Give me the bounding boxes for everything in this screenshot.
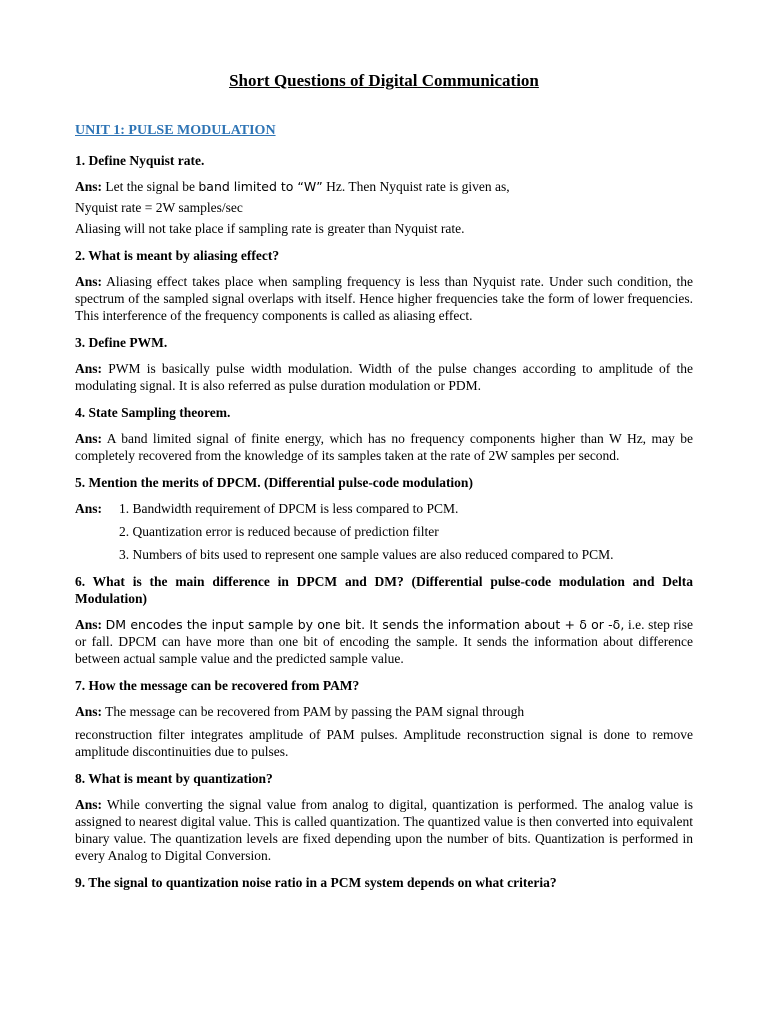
answer-5-item-2: 2. Quantization error is reduced because of prediction filter — [119, 524, 439, 539]
answer-1 — [75, 178, 693, 195]
answer-1-text-b: band limited to “W” — [198, 179, 323, 194]
ans-label: Ans: — [75, 617, 103, 632]
question-1: 1. Define Nyquist rate. — [75, 153, 205, 168]
answer-8-text: While converting the signal value from analog to digital, quantization is performed. The analog value is assigned to nearest digital value. This is called quantization. The quantized value is then converted into equivalent binary value. The quantization levels are fixed depending upon the number of bits. Quantization is performed in every Analog to Digital Conversion. — [75, 797, 693, 863]
question-2: 2. What is meant by aliasing effect? — [75, 248, 280, 263]
answer-5-item-3: 3. Numbers of bits used to represent one sample values are also reduced compared to PCM. — [119, 547, 614, 562]
answer-6-text-a: DM encodes the input sample by one bit. It sends the information about + δ or -δ, — [105, 617, 625, 632]
question-8: 8. What is meant by quantization? — [75, 771, 273, 786]
ans-label: Ans: — [75, 361, 103, 376]
question-5: 5. Mention the merits of DPCM. (Differential pulse-code modulation) — [75, 475, 473, 490]
list-item: 1. Bandwidth requirement of DPCM is less compared to PCM. — [119, 501, 459, 516]
question-9: 9. The signal to quantization noise ratio in a PCM system depends on what criteria? — [75, 875, 557, 890]
ans-label: Ans: — [75, 797, 103, 812]
answer-2-text: Aliasing effect takes place when sampling frequency is less than Nyquist rate. Under such condition, the spectrum of the sampled signal overlaps with itself. Hence higher frequencies take the form of lower frequencies. This interference of the frequency components is called as aliasing effect. — [75, 274, 693, 323]
ans-label: Ans: — [75, 431, 103, 446]
answer-7-text: The message can be recovered from PAM by passing the PAM signal through — [105, 704, 525, 719]
answer-7-continuation: reconstruction filter integrates amplitude of PAM pulses. Amplitude reconstruction signal is done to remove amplitude discontinuities due to pulses. — [75, 727, 693, 759]
ans-label: Ans: — [75, 274, 103, 289]
answer-4 — [75, 430, 693, 464]
answer-1-line-3: Aliasing will not take place if sampling rate is greater than Nyquist rate. — [75, 221, 465, 236]
answer-7 — [75, 703, 693, 720]
answer-1-text-c: Hz. Then Nyquist rate is given as, — [322, 179, 510, 194]
answer-8 — [75, 796, 693, 864]
answer-2 — [75, 273, 693, 324]
question-3: 3. Define PWM. — [75, 335, 168, 350]
question-6: 6. What is the main difference in DPCM and DM? (Differential pulse-code modulation and Delta Modulation) — [75, 574, 693, 606]
page-title: Short Questions of Digital Communication — [229, 71, 539, 90]
answer-6 — [75, 616, 693, 667]
ans-label: Ans: — [75, 179, 103, 194]
answer-1-text-a: Let the signal be — [105, 179, 199, 194]
question-4: 4. State Sampling theorem. — [75, 405, 231, 420]
answer-3-text: PWM is basically pulse width modulation. Width of the pulse changes according to amplitude of the modulating signal. It is also referred as pulse duration modulation or PDM. — [75, 361, 693, 393]
answer-4-text: A band limited signal of finite energy, which has no frequency components higher than W Hz, may be completely recovered from the knowledge of its samples taken at the rate of 2W samples per second. — [75, 431, 693, 463]
unit-heading: UNIT 1: PULSE MODULATION — [75, 123, 276, 138]
ans-label: Ans: — [75, 704, 103, 719]
answer-5-item-1 — [75, 500, 693, 517]
question-7: 7. How the message can be recovered from PAM? — [75, 678, 360, 693]
answer-3 — [75, 360, 693, 394]
answer-6-text-b: i.e. step rise or fall. DPCM can have more than one bit of encoding the sample. It sends the information about difference between actual sample value and the predicted sample value. — [75, 617, 694, 666]
ans-label: Ans: — [75, 501, 103, 516]
answer-1-line-2: Nyquist rate = 2W samples/sec — [75, 200, 243, 215]
